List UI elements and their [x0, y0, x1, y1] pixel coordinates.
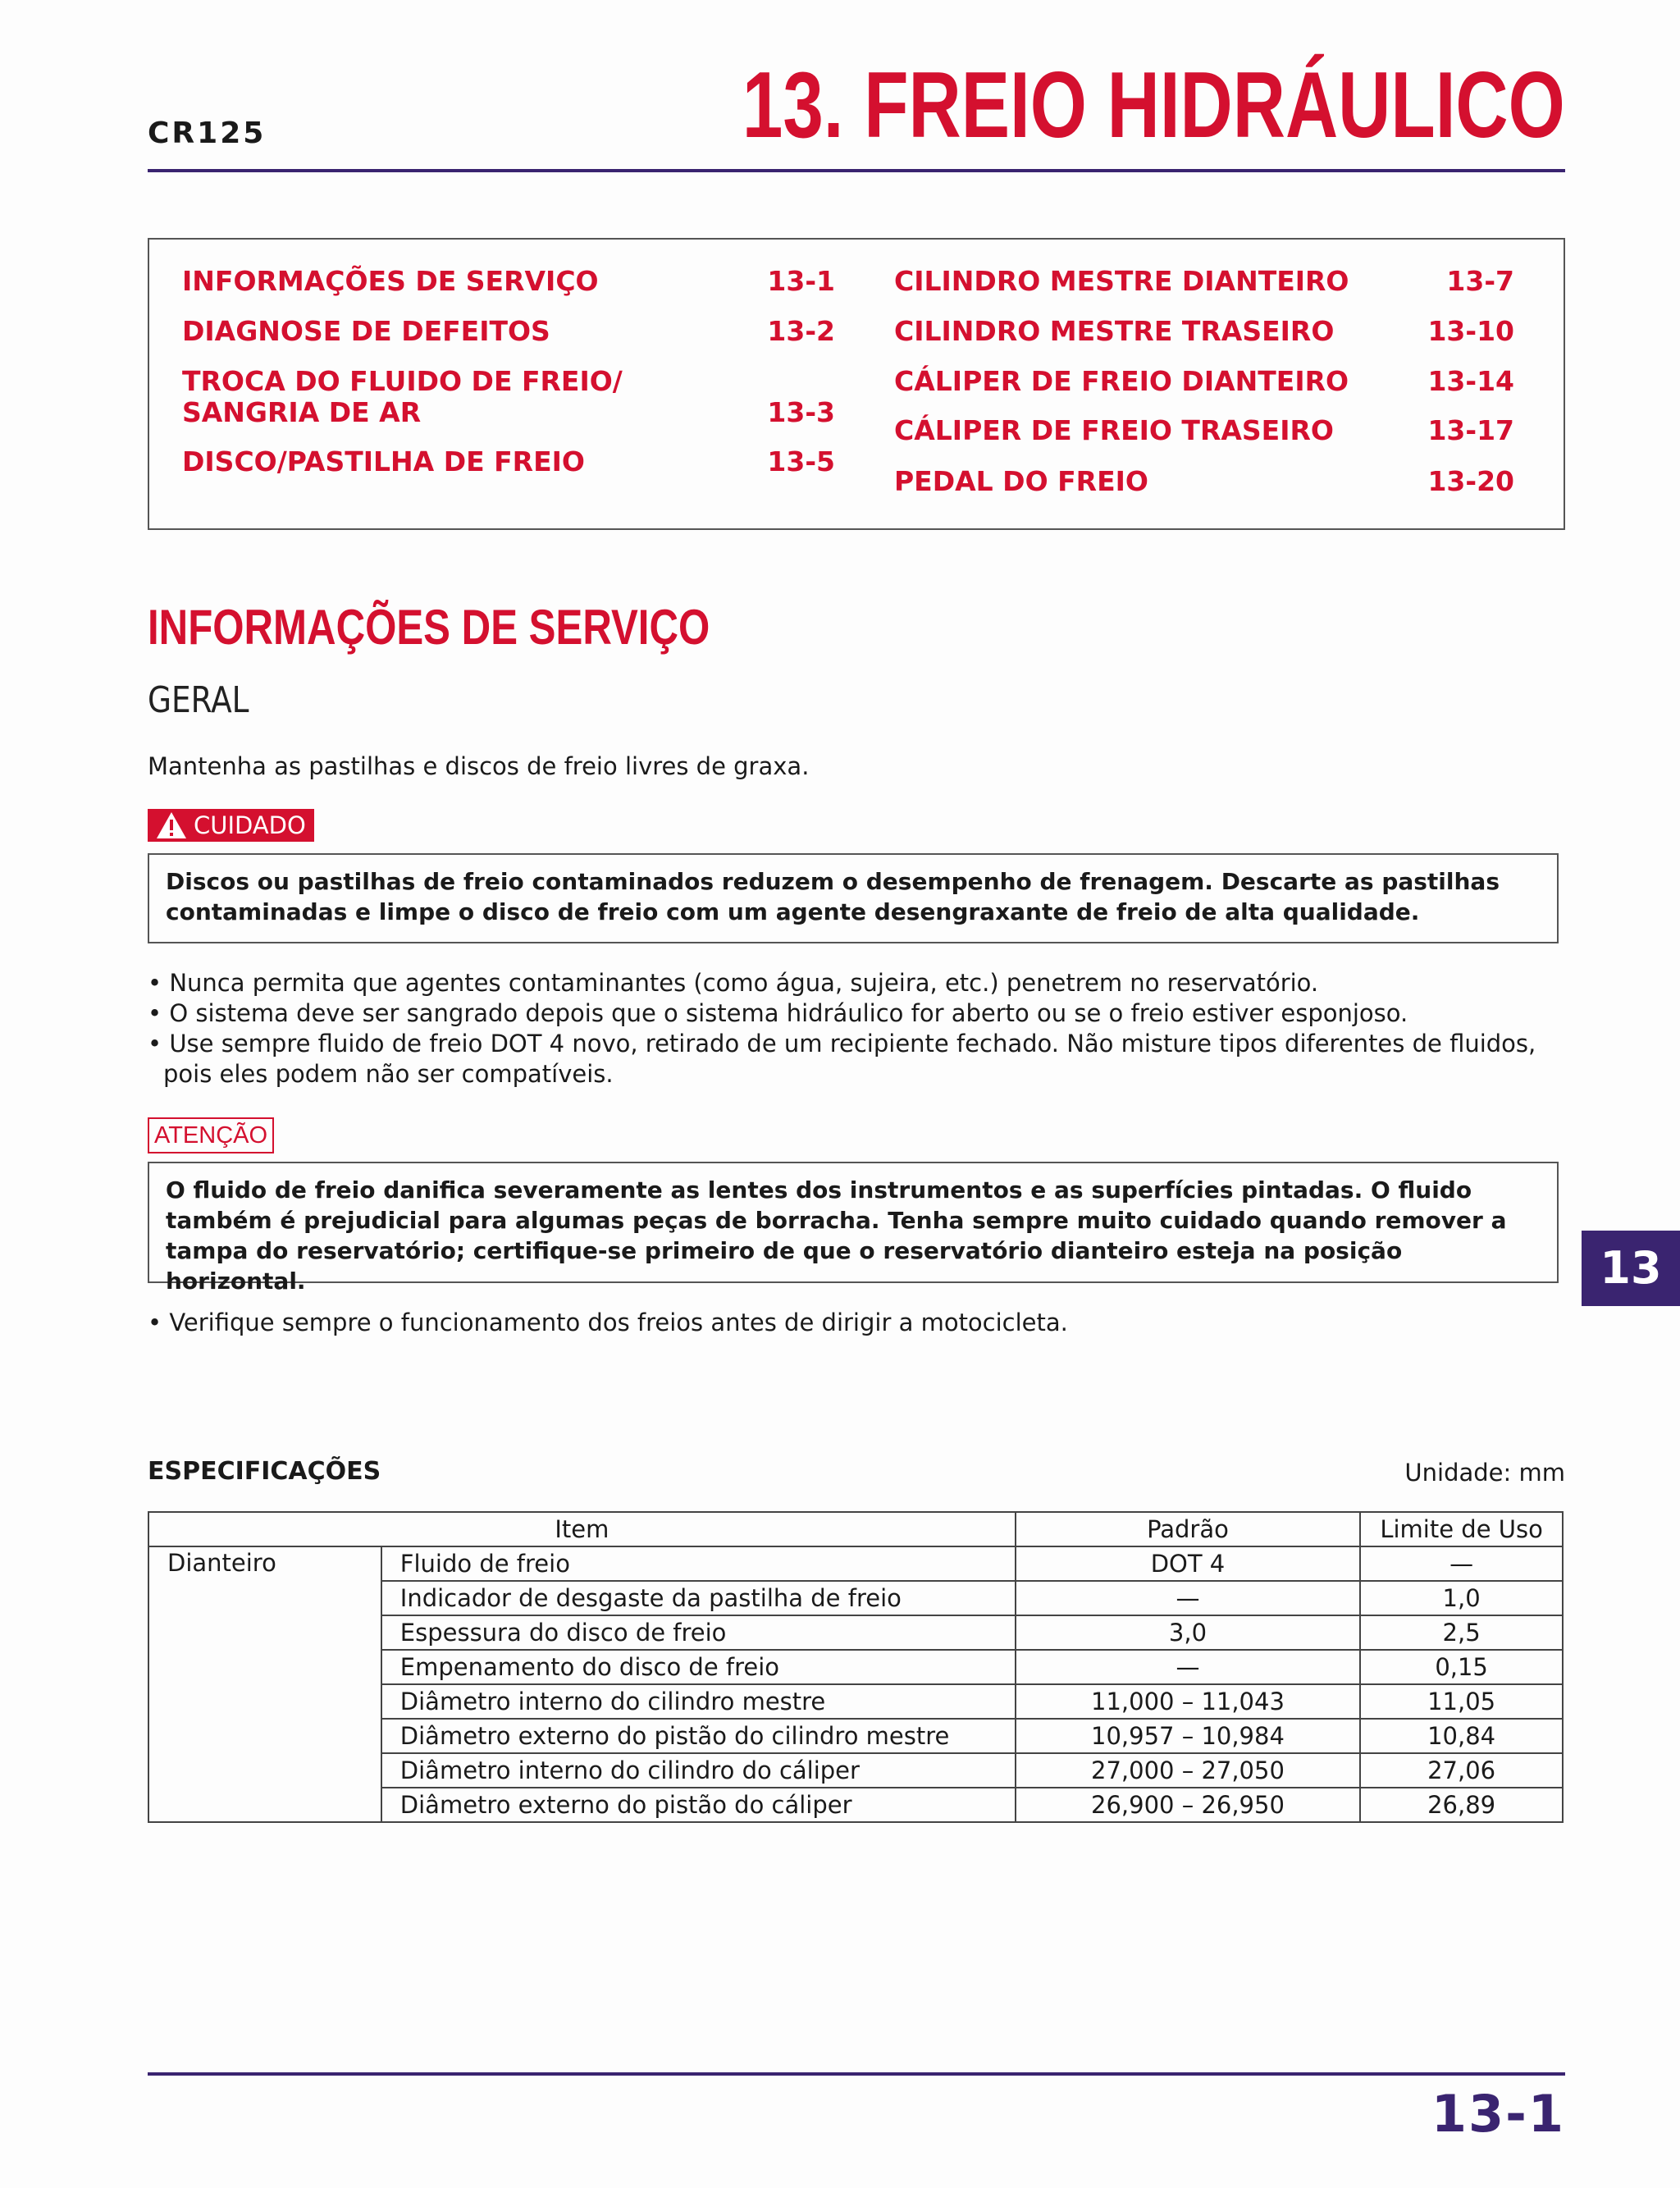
intro-text: Mantenha as pastilhas e discos de freio livres de graxa. [148, 752, 810, 780]
item-cell: Empenamento do disco de freio [381, 1650, 1016, 1684]
standard-cell: DOT 4 [1016, 1546, 1360, 1581]
limit-cell: 0,15 [1360, 1650, 1563, 1684]
model-label: CR125 [148, 116, 267, 150]
warning-icon [156, 811, 187, 839]
table-row [148, 1546, 1563, 1581]
toc-page: 13-2 [767, 315, 835, 347]
toc-page: 13-3 [767, 396, 835, 428]
header-divider [148, 169, 1565, 172]
section-heading: INFORMAÇÕES DE SERVIÇO [148, 600, 710, 655]
toc-page: 13-10 [1427, 315, 1514, 347]
final-note: • Verifique sempre o funcionamento dos freios antes de dirigir a motocicleta. [148, 1309, 1068, 1336]
item-cell: Espessura do disco de freio [381, 1615, 1016, 1650]
list-item: • Nunca permita que agentes contaminantes (como água, sujeira, etc.) penetrem no reservatório. [148, 969, 1319, 997]
item-cell: Indicador de desgaste da pastilha de freio [381, 1581, 1016, 1615]
list-item: • O sistema deve ser sangrado depois que o sistema hidráulico for aberto ou se o freio estiver esponjoso. [148, 999, 1408, 1027]
limit-cell: 10,84 [1360, 1719, 1563, 1753]
limit-cell: 2,5 [1360, 1615, 1563, 1650]
page-number: 13-1 [1431, 2084, 1565, 2144]
toc-page: 13-7 [1446, 265, 1514, 297]
caution-label: CUIDADO [194, 811, 306, 839]
limit-cell: 11,05 [1360, 1684, 1563, 1719]
toc-link[interactable]: CILINDRO MESTRE TRASEIRO [894, 315, 1335, 347]
specs-title: ESPECIFICAÇÕES [148, 1457, 381, 1486]
attention-box: O fluido de freio danifica severamente as lentes dos instrumentos e as superfícies pintadas. O fluido também é prejudicial para algumas peças de borracha. Tenha sempre muito cuidado quando remover a tampa do reservatório; certifique-se primeiro de que o reservatório dianteiro esteja na posição horizontal. [148, 1162, 1559, 1283]
bullet-list [148, 968, 1575, 1089]
toc-link[interactable]: CÁLIPER DE FREIO TRASEIRO [894, 414, 1334, 446]
item-cell: Diâmetro interno do cilindro do cáliper [381, 1753, 1016, 1788]
limit-cell: — [1360, 1546, 1563, 1581]
table-header-row [148, 1512, 1563, 1546]
caution-badge [148, 809, 314, 842]
standard-cell: — [1016, 1581, 1360, 1615]
caution-box: Discos ou pastilhas de freio contaminados reduzem o desempenho de frenagem. Descarte as pastilhas contaminadas e limpe o disco de freio com um agente desengraxante de freio de alta qualidade. [148, 853, 1559, 943]
limit-cell: 1,0 [1360, 1581, 1563, 1615]
standard-cell: 26,900 – 26,950 [1016, 1788, 1360, 1822]
toc-link[interactable]: PEDAL DO FREIO [894, 465, 1148, 497]
header-item: Item [148, 1512, 1016, 1546]
toc-page: 13-5 [767, 445, 835, 477]
toc-page: 13-17 [1427, 414, 1514, 446]
item-cell: Diâmetro externo do pistão do cáliper [381, 1788, 1016, 1822]
toc-link[interactable]: CÁLIPER DE FREIO DIANTEIRO [894, 365, 1349, 397]
item-cell: Diâmetro interno do cilindro mestre [381, 1684, 1016, 1719]
standard-cell: 27,000 – 27,050 [1016, 1753, 1360, 1788]
subsection-heading: GERAL [148, 679, 249, 721]
standard-cell: 11,000 – 11,043 [1016, 1684, 1360, 1719]
toc-link[interactable]: TROCA DO FLUIDO DE FREIO/ SANGRIA DE AR [182, 365, 623, 428]
toc-page: 13-20 [1427, 465, 1514, 497]
toc-link[interactable]: INFORMAÇÕES DE SERVIÇO [182, 265, 599, 297]
toc-link[interactable]: CILINDRO MESTRE DIANTEIRO [894, 265, 1349, 297]
list-item: • Use sempre fluido de freio DOT 4 novo, retirado de um recipiente fechado. Não misture tipos diferentes de fluidos, [148, 1030, 1536, 1057]
group-cell: Dianteiro [148, 1546, 381, 1822]
toc-page: 13-1 [767, 265, 835, 297]
attention-badge: ATENÇÃO [148, 1117, 274, 1153]
limit-cell: 27,06 [1360, 1753, 1563, 1788]
chapter-title: 13. FREIO HIDRÁULICO [742, 53, 1565, 158]
standard-cell: 3,0 [1016, 1615, 1360, 1650]
standard-cell: 10,957 – 10,984 [1016, 1719, 1360, 1753]
header-limit: Limite de Uso [1360, 1512, 1563, 1546]
standard-cell: — [1016, 1650, 1360, 1684]
header-standard: Padrão [1016, 1512, 1360, 1546]
limit-cell: 26,89 [1360, 1788, 1563, 1822]
table-of-contents [148, 238, 1565, 530]
specs-unit: Unidade: mm [1404, 1459, 1565, 1487]
toc-page: 13-14 [1427, 365, 1514, 397]
chapter-tab[interactable]: 13 [1582, 1231, 1680, 1306]
toc-link[interactable]: DIAGNOSE DE DEFEITOS [182, 315, 550, 347]
toc-link[interactable]: DISCO/PASTILHA DE FREIO [182, 445, 585, 477]
item-cell: Diâmetro externo do pistão do cilindro mestre [381, 1719, 1016, 1753]
item-cell: Fluido de freio [381, 1546, 1016, 1581]
list-item-continuation: pois eles podem não ser compatíveis. [163, 1060, 614, 1088]
footer-divider [148, 2072, 1565, 2076]
specs-table [148, 1511, 1564, 1823]
